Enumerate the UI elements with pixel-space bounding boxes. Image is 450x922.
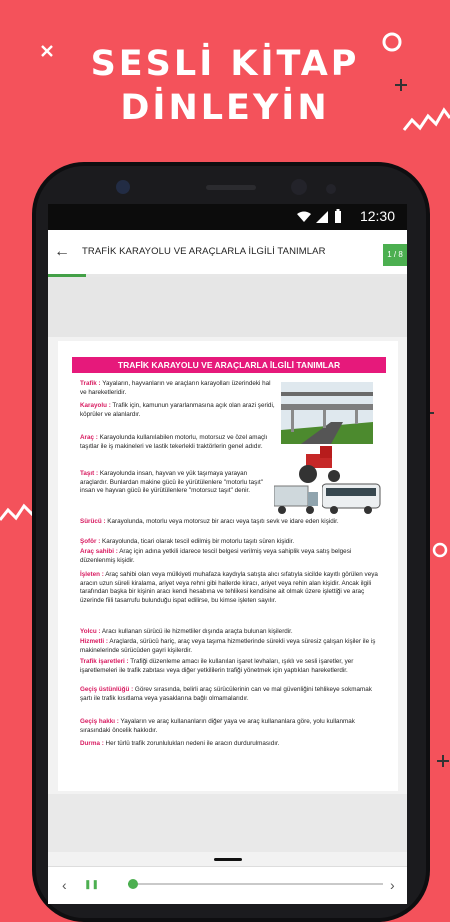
audio-player [48,866,407,904]
tractor-illustration [296,444,348,484]
definition-item: Araç sahibi : Araç için adına yetkili idarece tescil belgesi verilmiş veya sahiplik veya satış belgesi düzenlenmiş kişidir. [80,548,352,564]
decor-squiggle-icon [402,98,450,134]
definition-item: Yolcu : Aracı kullanan sürücü ile hizmetliler dışında araçta bulunan kişilerdir. [80,628,293,635]
definition-item: Trafik işaretleri : Trafiği düzenleme amacı ile kullanılan işaret levhaları, ışıklı ve sesli işaretler, yer işaretlemeleri ile trafik zabıtası veya diğer yetkililerin trafiği yönetmek için yaptıkları hareketlerdir. [80,658,354,674]
promo-title-line1: SESLİ KİTAP [90,44,360,84]
next-icon[interactable]: › [390,877,395,893]
proximity-sensor-icon [326,184,336,194]
definition-item: Geçiş hakkı : Yayaların ve araç kullananların diğer yaya ve araç kullananlara göre, yolu kullanmak sırasındaki öncelik hakkıdır. [80,718,355,734]
page-title: TRAFİK KARAYOLU VE ARAÇLARLA İLGİLİ TANIMLAR [82,246,326,257]
highway-illustration [281,382,373,444]
page-banner-title: TRAFİK KARAYOLU VE ARAÇLARLA İLGİLİ TANIMLAR [72,357,386,373]
decor-ring-small-icon [430,540,450,560]
definition-item: Durma : Her türlü trafik zorunlulukları nedeni ile aracın durdurulmasıdır. [80,740,280,747]
definition-item: Hizmetli : Araçlarda, sürücü hariç, araç veya taşıma hizmetlerinde sürekli veya süresiz çalışan kişiler ile iş makinelerinde sürücüden gayri kişilerdir. [80,638,376,654]
decor-cross-icon [40,44,54,58]
definition-item: Geçiş üstünlüğü : Görev sırasında, belirli araç sürücülerinin can ve mal güvenliğini tehlikeye sokmamak şartı ile trafik kısıtlama veya yasaklarına bağlı olmamalarıdır. [80,686,372,702]
pause-icon[interactable]: ❚❚ [84,879,100,889]
prev-icon[interactable]: ‹ [62,877,67,893]
audio-seek-track[interactable] [128,883,383,885]
decor-ring-icon [380,30,404,54]
truck-illustration [274,482,318,516]
page-bottom-margin [48,794,407,852]
status-time: 12:30 [359,208,395,224]
promo-title-line2: DİNLEYİN [120,88,330,128]
back-arrow-icon[interactable]: ← [54,243,70,260]
decor-plus-icon [394,78,408,92]
definition-item: Araç : Karayolunda kullanılabilen motorlu, motorsuz ve özel amaçlı taşıtlar ile iş makineleri ve lastik tekerlekli traktörlerin genel adıdır. [80,434,268,450]
audio-seek-knob[interactable] [128,879,138,889]
drag-handle[interactable] [214,858,242,861]
app-bar [48,230,407,277]
bus-illustration [322,480,382,516]
page-top-margin [48,277,407,337]
definition-item: Trafik : Yayaların, hayvanların ve araçların karayolları üzerindeki hal ve hareketleridir. [80,380,271,396]
signal-icon [316,211,328,223]
definition-item: Sürücü : Karayolunda, motorlu veya motorsuz bir aracı veya taşıtı sevk ve idare eden kişidir. [80,518,339,525]
sensor-icon [291,179,307,195]
app-screen [48,204,407,904]
definition-item: Taşıt : Karayolunda insan, hayvan ve yük taşımaya yarayan araçlardır. Bunlardan makine gücü ile yürütülenlere "motorlu taşıt" insan ve hayvan gücü ile yürütülenlere "motorsuz taşıt" denir. [80,470,263,495]
battery-icon [334,209,342,223]
speaker-grille [206,185,256,190]
definition-item: Şoför : Karayolunda, ticari olarak tescil edilmiş bir motorlu taşıtı süren kişidir. [80,538,295,545]
wifi-icon [297,211,311,223]
definition-item: İşleten : Araç sahibi olan veya mülkiyeti muhafaza kaydıyla satışta alıcı sıfatıyla sicilde kayıtlı görülen veya aracın uzun süreli kiralama, ariyet veya rehni gibi hallerde kiracı, ariyet veya rehin alan kişidir. Ancak ilgili tarafından başka bir kişinin aracı kendi hesabına ve tehlikesi kendisine ait olmak üzere işlettiği ve araç üzerinde fiili tasarrufu bulunduğu ispat edilirse, bu kimse işleten sayılır. [80,571,378,604]
decor-plus-bottom-icon [436,754,450,768]
definition-item: Karayolu : Trafik için, kamunun yararlanmasına açık olan arazi şeridi, köprüler ve alanlardır. [80,402,275,418]
status-bar [48,204,407,230]
front-camera-icon [116,180,130,194]
page-indicator-badge[interactable]: 1 / 8 [383,244,407,266]
